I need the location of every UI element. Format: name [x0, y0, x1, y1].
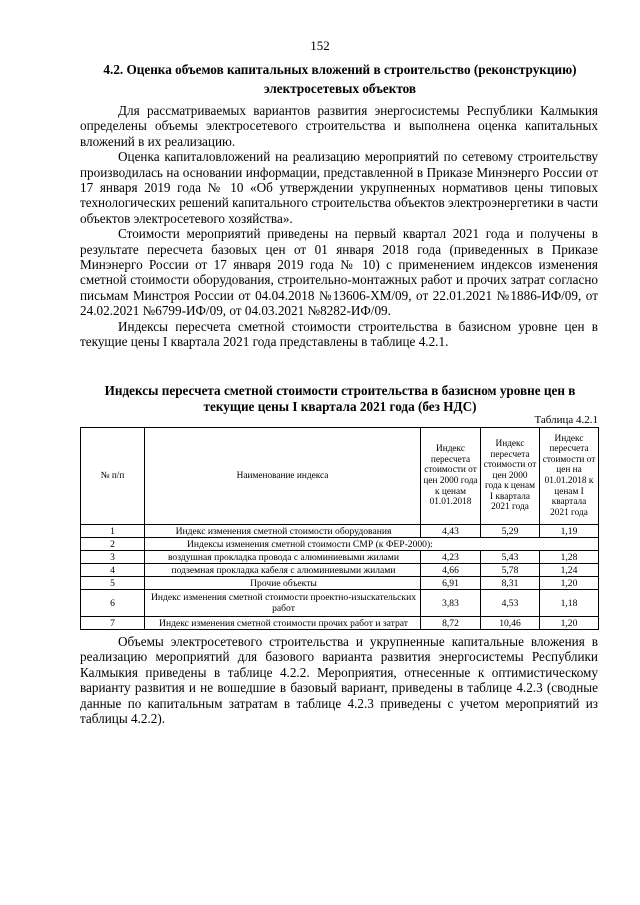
paragraph: Для рассматриваемых вариантов развития энергосистемы Республики Калмыкия определены объемы электросетевого строительства и выполнена оценка капитальных вложений в их реализацию. — [80, 103, 598, 149]
row-name: Индекс изменения сметной стоимости проектно-изыскательских работ — [145, 590, 421, 617]
header-name: Наименование индекса — [145, 428, 421, 525]
row-num: 2 — [81, 538, 145, 551]
table-row — [81, 551, 599, 564]
row-value-2: 5,29 — [481, 525, 540, 538]
table-row — [81, 525, 599, 538]
row-name: подземная прокладка кабеля с алюминиевыми жилами — [145, 564, 421, 577]
row-name: Индекс изменения сметной стоимости оборудования — [145, 525, 421, 538]
table-row — [81, 538, 599, 551]
page-number: 152 — [310, 38, 330, 53]
header-col1: Индекс пересчета стоимости от цен 2000 года к ценам 01.01.2018 — [421, 428, 481, 525]
row-value-1: 4,66 — [421, 564, 481, 577]
row-value-2: 8,31 — [481, 577, 540, 590]
row-num: 3 — [81, 551, 145, 564]
header-col2: Индекс пересчета стоимости от цен 2000 года к ценам I квартала 2021 года — [481, 428, 540, 525]
table-row — [81, 617, 599, 630]
table-label: Таблица 4.2.1 — [534, 414, 598, 426]
row-value-2: 10,46 — [481, 617, 540, 630]
row-name: Индекс изменения сметной стоимости прочих работ и затрат — [145, 617, 421, 630]
row-value-3: 1,24 — [540, 564, 599, 577]
row-value-2: 5,43 — [481, 551, 540, 564]
row-value-1: 3,83 — [421, 590, 481, 617]
row-value-1: 4,43 — [421, 525, 481, 538]
paragraph: Объемы электросетевого строительства и укрупненные капитальные вложения в реализацию мероприятий для базового варианта развития энергосистемы Республики Калмыкия приведены в таблице 4.2.2. Мероприятия, отнесенные к оптимистическому варианту развития и не вошедшие в базовый вариант, приведены в таблице 4.2.3 (сводные данные по капитальным затратам в таблице 4.2.3 приведены с учетом мероприятий из таблицы 4.2.2). — [80, 634, 598, 727]
row-num: 4 — [81, 564, 145, 577]
row-name: воздушная прокладка провода с алюминиевыми жилами — [145, 551, 421, 564]
row-num: 5 — [81, 577, 145, 590]
row-value-1: 4,23 — [421, 551, 481, 564]
table-row — [81, 590, 599, 617]
row-num: 6 — [81, 590, 145, 617]
table-row — [81, 577, 599, 590]
row-value-2: 4,53 — [481, 590, 540, 617]
header-col3: Индекс пересчета стоимости от цен на 01.01.2018 к ценам I квартала 2021 года — [540, 428, 599, 525]
row-value-2: 5,78 — [481, 564, 540, 577]
intro-text — [80, 103, 598, 350]
paragraph: Индексы пересчета сметной стоимости строительства в базисном уровне цен в текущие цены I квартала 2021 года представлены в таблице 4.2.1. — [80, 318, 598, 350]
section-heading: 4.2. Оценка объемов капитальных вложений в строительство (реконструкцию) электросетевых объектов — [103, 62, 577, 96]
row-name: Прочие объекты — [145, 577, 421, 590]
row-value-3: 1,20 — [540, 617, 599, 630]
row-value-3: 1,19 — [540, 525, 599, 538]
table-title: Индексы пересчета сметной стоимости строительства в базисном уровне цен в текущие цены I квартала 2021 года (без НДС) — [104, 383, 576, 414]
row-value-1: 6,91 — [421, 577, 481, 590]
row-num: 7 — [81, 617, 145, 630]
row-name: Индексы изменения сметной стоимости СМР (к ФЕР-2000): — [145, 538, 599, 551]
paragraph: Стоимости мероприятий приведены на первый квартал 2021 года и получены в результате пересчета базовых цен от 01 января 2018 года (приведенных в Приказе Минэнерго России от 17 января 2019 года № 10) с применением индексов изменения сметной стоимости оборудования, строительно-монтажных работ и прочих затрат согласно письмам Минстроя России от 04.04.2018 №13606-ХМ/09, от 22.01.2021 №1886-ИФ/09, от 24.02.2021 №6799-ИФ/09, от 04.03.2021 №8282-ИФ/09. — [80, 226, 598, 319]
closing-text — [80, 634, 598, 726]
index-table — [80, 427, 599, 630]
table-header-row — [81, 428, 599, 525]
row-value-3: 1,28 — [540, 551, 599, 564]
paragraph: Оценка капиталовложений на реализацию мероприятий по сетевому строительству производилась на основании информации, представленной в Приказе Минэнерго России от 17 января 2019 года № 10 «Об утверждении укрупненных нормативов цены типовых технологических решений капитального строительства объектов электроэнергетики в части объектов электросетевого хозяйства». — [80, 149, 598, 226]
row-value-3: 1,18 — [540, 590, 599, 617]
table-row — [81, 564, 599, 577]
header-num: № п/п — [81, 428, 145, 525]
row-num: 1 — [81, 525, 145, 538]
row-value-1: 8,72 — [421, 617, 481, 630]
row-value-3: 1,20 — [540, 577, 599, 590]
